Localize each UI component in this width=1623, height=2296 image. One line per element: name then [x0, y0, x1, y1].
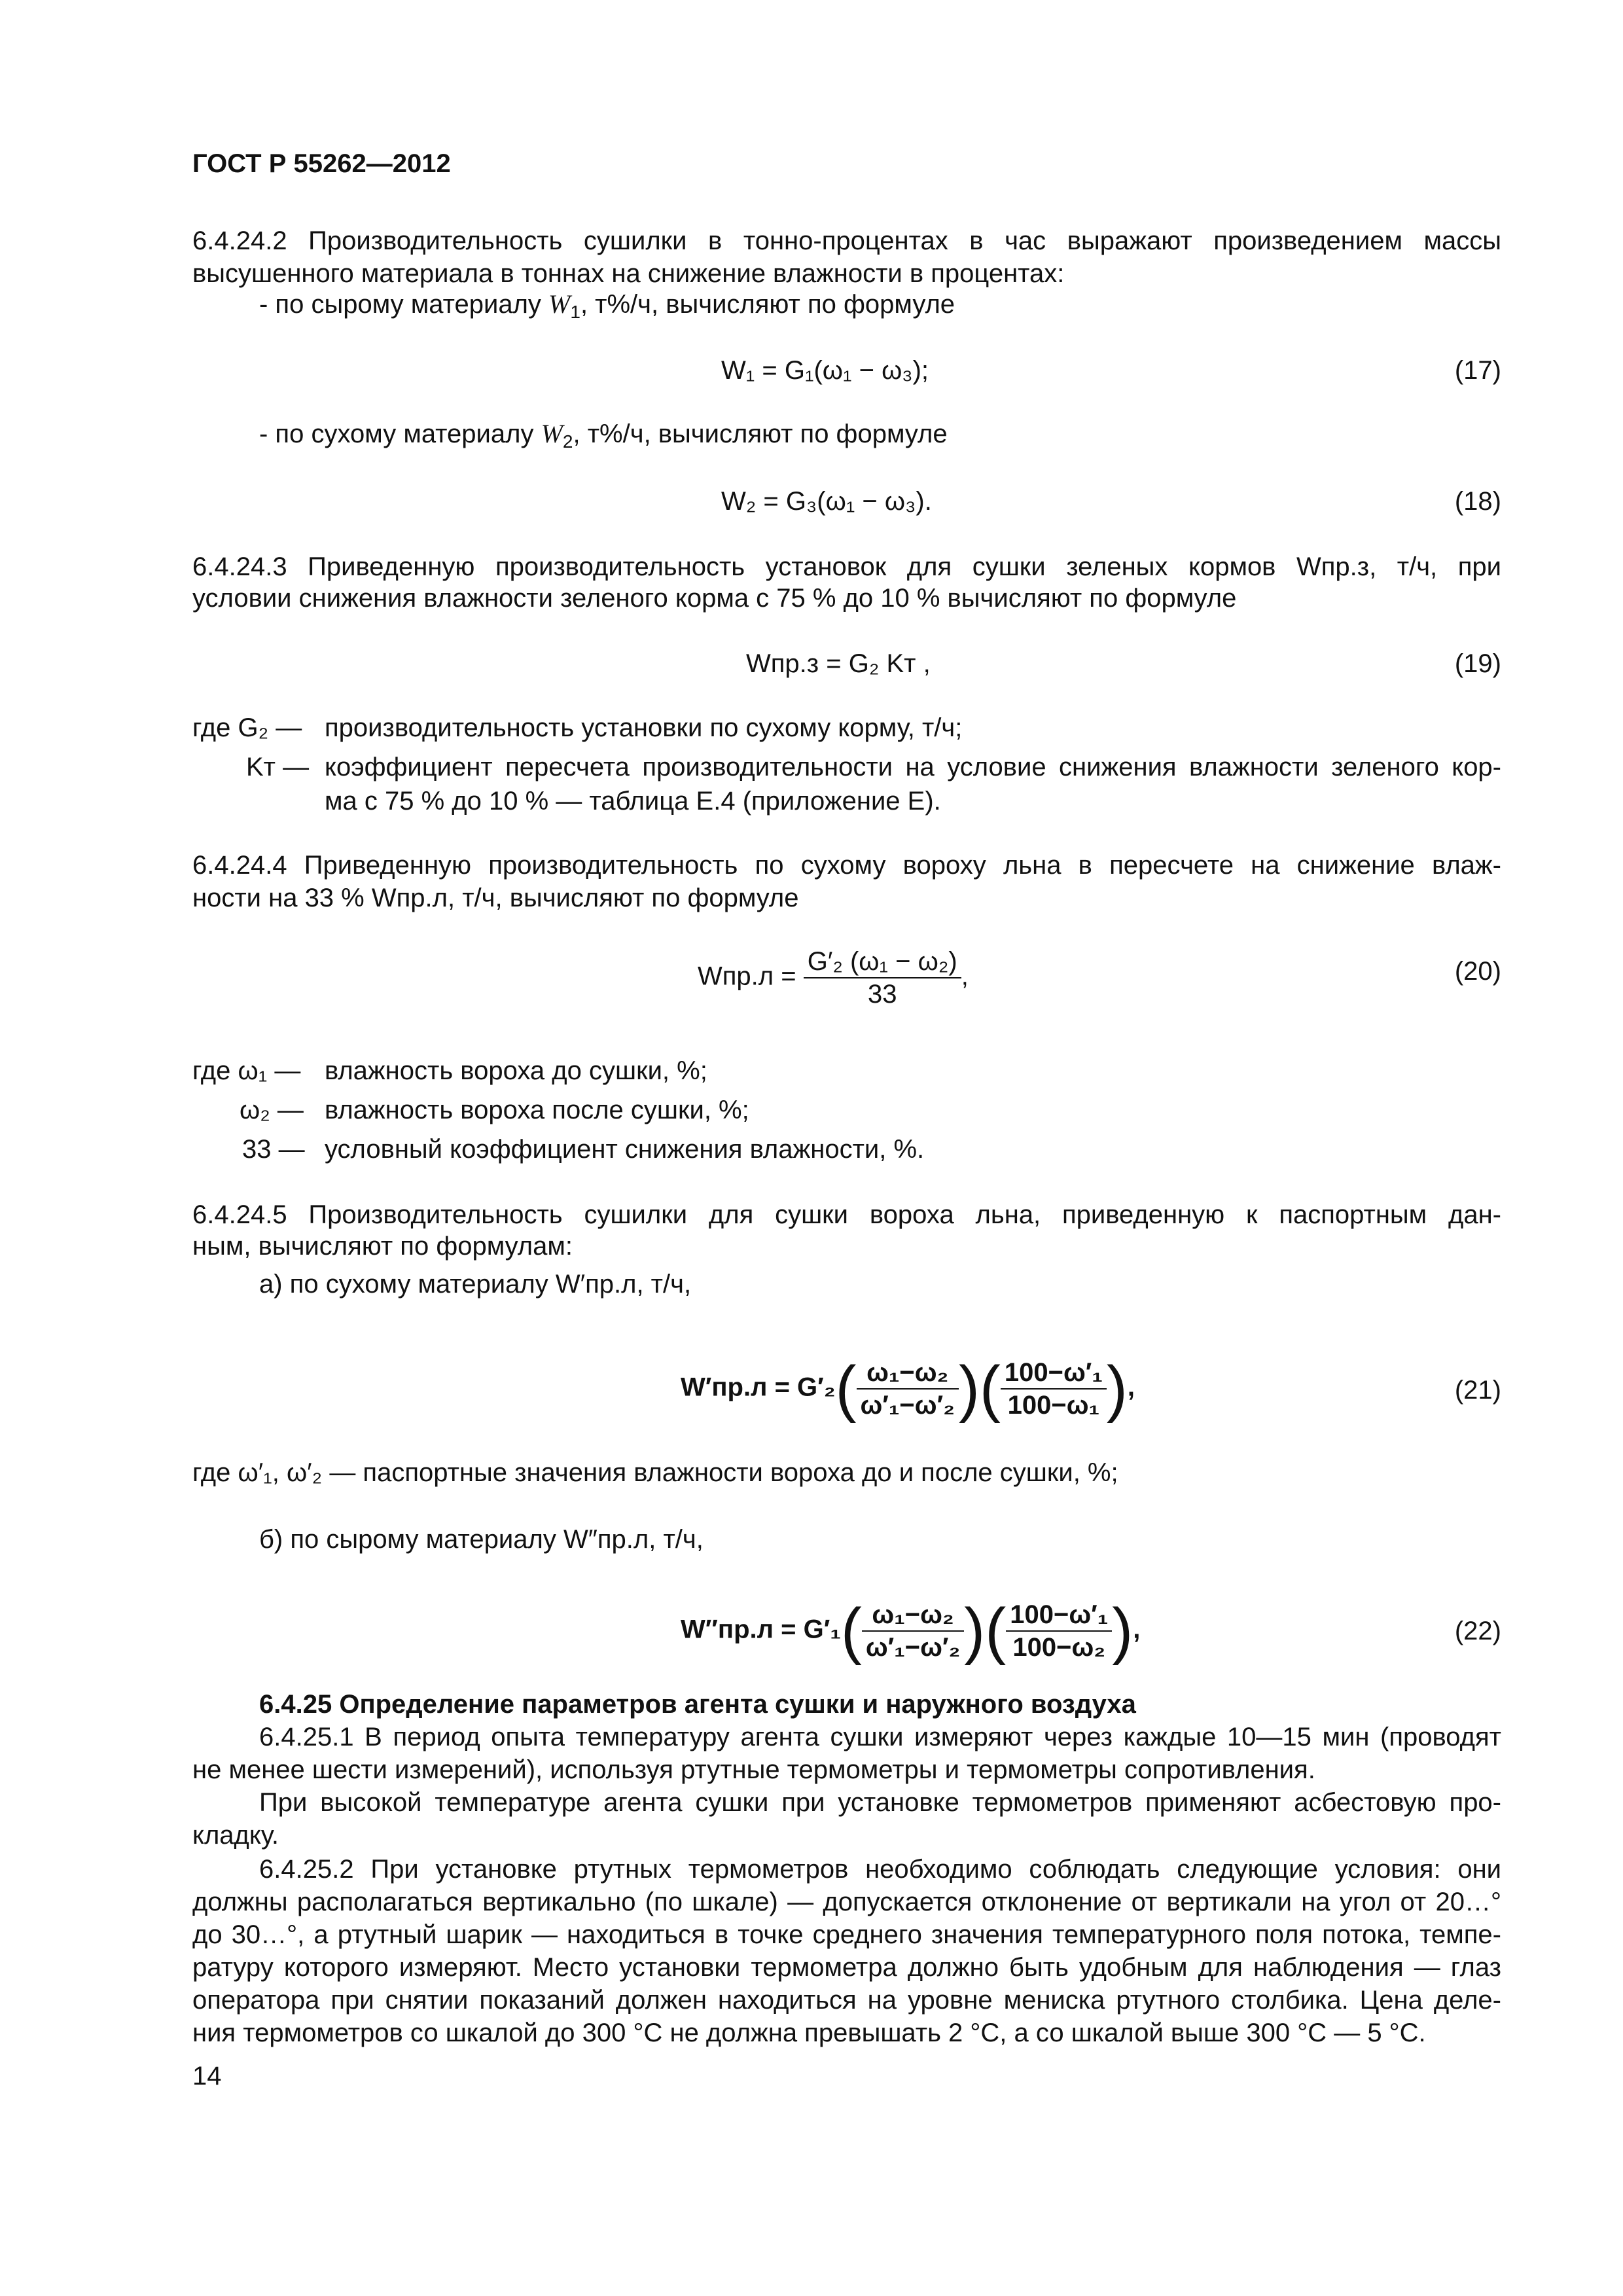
formula-19: Wпр.з = G₂ Kт ,	[746, 649, 931, 678]
formula-21-denominator-1: ω′₁−ω′₂	[860, 1391, 955, 1420]
item-a-dry-material: а) по сухому материалу W′пр.л, т/ч,	[259, 1270, 692, 1299]
para-6-4-24-5-line1: 6.4.24.5 Производительность сушилки для сушки вороха льна, приведенную к паспортным дан-	[192, 1200, 1501, 1229]
formula-21-numerator-2: 100−ω′₁	[1001, 1359, 1107, 1390]
where-g2-text: производительность установки по сухому корму, т/ч;	[325, 713, 963, 742]
where-33-label: 33 —	[242, 1135, 305, 1164]
formula-21-fraction-2	[1001, 1359, 1107, 1418]
formula-22-numerator-1: ω₁−ω₂	[862, 1602, 964, 1632]
formula-22-tail: ,	[1133, 1615, 1141, 1644]
where-kt-text-line1: коэффициент пересчета производительности на условие снижения влажности зеленого кор-	[325, 753, 1501, 781]
item-dry-material: - по сухому материалу $W_2$, т%/ч, вычисляют по формуле	[259, 419, 948, 452]
page-number: 14	[192, 2062, 222, 2090]
formula-22-denominator-2: 100−ω₂	[1012, 1633, 1106, 1662]
where-21-text: где ω′₁, ω′₂ — паспортные значения влажности вороха до и после сушки, %;	[192, 1458, 1118, 1487]
formula-21-denominator-2: 100−ω₁	[1007, 1391, 1100, 1420]
para-6-4-25-2-line3: до 30…°, а ртутный шарик — находиться в точке среднего значения температурного поля потока, темпе-	[192, 1920, 1501, 1949]
where-kt-text-line2: ма с 75 % до 10 % — таблица Е.4 (приложение Е).	[325, 787, 941, 816]
para-6-4-25-2-line2: должны располагаться вертикально (по шкале) — допускается отклонение от вертикали на угол от 20…°	[192, 1888, 1501, 1916]
formula-20-denominator: 33	[867, 980, 897, 1009]
para-6-4-24-2-line1: 6.4.24.2 Производительность сушилки в тонно-процентах в час выражают произведением массы	[192, 226, 1501, 255]
formula-18: W₂ = G₃(ω₁ − ω₃).	[721, 487, 932, 516]
formula-17-number: (17)	[1454, 356, 1501, 385]
where-w2-text: влажность вороха после сушки, %;	[325, 1096, 749, 1124]
formula-21-fraction-1	[857, 1359, 959, 1418]
para-6-4-25-1-line1: 6.4.25.1 В период опыта температуру агента сушки измеряют через каждые 10—15 мин (проводят	[259, 1723, 1501, 1751]
formula-20-number: (20)	[1454, 957, 1501, 986]
formula-21-lhs: W′пр.л = G′₂	[681, 1372, 836, 1402]
where-33-text: условный коэффициент снижения влажности, %.	[325, 1135, 925, 1164]
formula-22-number: (22)	[1454, 1617, 1501, 1645]
para-6-4-25-2-line1: 6.4.25.2 При установке ртутных термометров необходимо соблюдать следующие условия: они	[259, 1855, 1501, 1884]
formula-17: W₁ = G₁(ω₁ − ω₃);	[721, 356, 929, 385]
para-6-4-24-4-line1: 6.4.24.4 Приведенную производительность по сухому вороху льна в пересчете на снижение влаж-	[192, 851, 1501, 880]
document-header: ГОСТ Р 55262—2012	[192, 149, 451, 178]
formula-22-lhs: W″пр.л = G′₁	[681, 1615, 841, 1644]
para-6-4-25-1-line2: не менее шести измерений), используя ртутные термометры и термометры сопротивления.	[192, 1755, 1315, 1784]
formula-18-number: (18)	[1454, 487, 1501, 516]
para-asbestos-line2: кладку.	[192, 1821, 279, 1850]
para-6-4-25-2-line6: ния термометров со шкалой до 300 °С не должна превышать 2 °С, а со шкалой выше 300 °С — 5 °С.	[192, 2018, 1426, 2047]
where-w1-label: где ω₁ —	[192, 1056, 301, 1085]
formula-20-fraction	[804, 948, 961, 1007]
formula-22-numerator-2: 100−ω′₁	[1006, 1602, 1112, 1632]
para-6-4-24-2-line2: высушенного материала в тоннах на снижение влажности в процентах:	[192, 259, 1065, 288]
formula-21-numerator-1: ω₁−ω₂	[857, 1359, 959, 1390]
para-6-4-25-2-line4: ратуру которого измеряют. Место установки термометра должно быть удобным для наблюдения — глаз	[192, 1953, 1501, 1982]
para-6-4-24-4-line2: ности на 33 % Wпр.л, т/ч, вычисляют по формуле	[192, 884, 799, 912]
formula-22-denominator-1: ω′₁−ω′₂	[865, 1633, 961, 1662]
where-w2-label: ω₂ —	[240, 1096, 304, 1124]
formula-22: W″пр.л = G′₁( $\frac{\text{ω₁−ω₂}}{\text{ω′₁−ω′₂}}$ )( $\frac{\text{100−ω′₁}}{\text{100−ω₂}}$ ),	[681, 1596, 1141, 1666]
item-wet-material: - по сырому материалу $W_1$, т%/ч, вычисляют по формуле	[259, 289, 955, 322]
formula-21-tail: ,	[1127, 1372, 1135, 1402]
section-6-4-25-heading: 6.4.25 Определение параметров агента сушки и наружного воздуха	[259, 1690, 1136, 1719]
item-b-wet-material: б) по сырому материалу W″пр.л, т/ч,	[259, 1525, 704, 1554]
where-kt-label: Kт —	[246, 753, 310, 781]
para-6-4-24-3-line1: 6.4.24.3 Приведенную производительность установок для сушки зеленых кормов Wпр.з, т/ч, при	[192, 552, 1501, 581]
para-6-4-25-2-line5: оператора при снятии показаний должен находиться на уровне мениска ртутного столбика. Цена деле-	[192, 1986, 1501, 2015]
para-6-4-24-3-line2: условии снижения влажности зеленого корма с 75 % до 10 % вычисляют по формуле	[192, 584, 1237, 613]
formula-20-tail: ,	[961, 961, 969, 991]
formula-20	[698, 948, 969, 1007]
where-g2-label: где G₂ —	[192, 713, 302, 742]
where-w1-text: влажность вороха до сушки, %;	[325, 1056, 707, 1085]
formula-21-number: (21)	[1454, 1376, 1501, 1405]
formula-20-numerator: G′₂ (ω₁ − ω₂)	[804, 948, 961, 978]
para-asbestos-line1: При высокой температуре агента сушки при установке термометров применяют асбестовую про-	[259, 1788, 1501, 1817]
para-6-4-24-5-line2: ным, вычисляют по формулам:	[192, 1232, 573, 1261]
formula-19-number: (19)	[1454, 649, 1501, 678]
formula-20-lhs: Wпр.л =	[698, 961, 796, 991]
formula-22-fraction-1	[862, 1602, 964, 1660]
formula-21: W′пр.л = G′₂( $\frac{\text{ω₁−ω₂}}{\text{ω′₁−ω′₂}}$ )( $\frac{\text{100−ω′₁}}{\text{100−ω₁}}$ ),	[681, 1354, 1135, 1424]
formula-22-fraction-2	[1006, 1602, 1112, 1660]
